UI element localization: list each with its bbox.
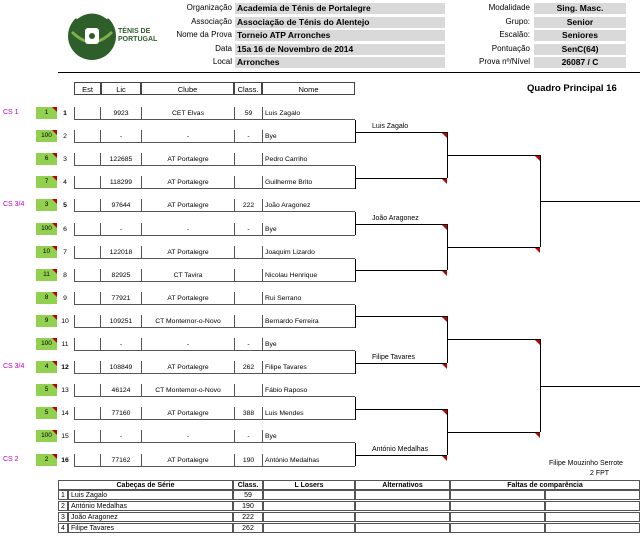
comment-marker-icon [52, 384, 57, 389]
header-label: Escalão: [499, 30, 530, 39]
bracket-line [447, 339, 540, 340]
header-label: Pontuação [491, 43, 530, 53]
entry-ranking: 100 [36, 130, 57, 142]
seeds-empty-cell [355, 501, 450, 511]
entry-ranking: 7 [36, 176, 57, 188]
entry-ranking: 9 [36, 315, 57, 327]
entry-ranking: 6 [36, 153, 57, 165]
col-head-nome: Nome [262, 82, 355, 95]
bracket-line [355, 409, 447, 410]
bracket-line [355, 316, 447, 317]
comment-marker-icon [52, 176, 57, 181]
bracket-line [540, 386, 640, 387]
entry-club: - [141, 338, 234, 351]
header-value: Sing. Masc. [534, 3, 626, 14]
draw-position: 8 [63, 271, 67, 279]
entry-class [234, 153, 262, 166]
entry-ranking: 100 [36, 223, 57, 235]
entry-name: Bye [262, 223, 355, 236]
entry-est [74, 384, 101, 397]
draw-position: 12 [61, 364, 69, 372]
entry-ranking: 100 [36, 338, 57, 350]
entry-est [74, 130, 101, 143]
draw-position: 15 [61, 433, 69, 441]
entry-class: - [234, 338, 262, 351]
col-head-est: Est [74, 82, 101, 95]
draw-position: 16 [61, 456, 69, 464]
entry-class: - [234, 223, 262, 236]
entry-ranking: 4 [36, 361, 57, 373]
header-label: Data [215, 43, 232, 53]
header-value: Senior [534, 17, 626, 28]
entry-est [74, 269, 101, 282]
entry-est [74, 315, 101, 328]
referee-org: 2 FPT [590, 470, 610, 477]
entry-est [74, 407, 101, 420]
seeds-empty-cell [545, 523, 640, 533]
bracket-line [355, 363, 447, 364]
entry-club: - [141, 130, 234, 143]
entry-est [74, 338, 101, 351]
header-label: Prova nº/Nível [479, 57, 530, 66]
entry-est [74, 176, 101, 189]
entry-club: - [141, 223, 234, 236]
draw-position: 11 [61, 341, 69, 348]
entry-name: João Aragonez [262, 199, 355, 212]
entry-club: CET Elvas [141, 107, 234, 120]
seeds-empty-cell [355, 490, 450, 500]
entry-license: 46124 [101, 384, 141, 397]
seed-number: 4 [58, 523, 68, 533]
comment-marker-icon [442, 179, 447, 184]
seeds-empty-cell [263, 490, 355, 500]
comment-marker-icon [52, 315, 57, 320]
entry-license: 122018 [101, 246, 141, 259]
bracket-line [355, 132, 447, 133]
entry-class: 262 [234, 361, 262, 374]
entry-club: AT Portalegre [141, 153, 234, 166]
entry-name: António Medalhas [262, 454, 355, 467]
entry-license: - [101, 130, 141, 143]
draw-position: 14 [61, 410, 69, 418]
entry-name: Luis Mendes [262, 407, 355, 420]
col-head-class: Class. [234, 82, 262, 95]
entry-est [74, 153, 101, 166]
header-label: Associação [191, 16, 232, 26]
seeds-empty-cell [355, 523, 450, 533]
entry-license: - [101, 338, 141, 351]
entry-est [74, 107, 101, 120]
entry-class [234, 315, 262, 328]
logo-text-line1: TÉNIS DE [118, 28, 151, 35]
entry-class [234, 246, 262, 259]
draw-position: 2 [63, 133, 67, 141]
seeds-head-losers: L Losers [263, 480, 355, 490]
header-value: Torneio ATP Arronches [235, 30, 445, 41]
round2-winner: António Medalhas [372, 445, 429, 453]
entry-license: 118299 [101, 176, 141, 189]
entry-club: CT Montemor-o-Novo [141, 315, 234, 328]
entry-name: Joaquim Lizardo [262, 246, 355, 259]
seeds-empty-cell [450, 490, 545, 500]
entry-class: 222 [234, 199, 262, 212]
entry-ranking: 8 [36, 292, 57, 304]
seeds-empty-cell [263, 512, 355, 522]
seeds-empty-cell [450, 523, 545, 533]
header-label: Local [212, 57, 232, 66]
entry-license: 77921 [101, 292, 141, 305]
entry-name: Bye [262, 130, 355, 143]
entry-club: AT Portalegre [141, 454, 234, 467]
entry-name: Bye [262, 338, 355, 351]
entry-club: AT Portalegre [141, 407, 234, 420]
entry-est [74, 454, 101, 467]
entry-est [74, 430, 101, 443]
entry-est [74, 199, 101, 212]
entry-class: 59 [234, 107, 262, 120]
entry-club: CT Tavira [141, 269, 234, 282]
entry-name: Rui Serrano [262, 292, 355, 305]
seed-label: CS 1 [3, 109, 19, 116]
comment-marker-icon [52, 269, 57, 274]
header-label: Grupo: [505, 16, 530, 26]
header-label: Organização [186, 3, 232, 12]
entry-est [74, 292, 101, 305]
entry-class [234, 292, 262, 305]
header-value: Associação de Ténis do Alentejo [235, 17, 445, 28]
entry-license: 82925 [101, 269, 141, 282]
bracket-line [355, 178, 447, 179]
seed-name: António Medalhas [68, 501, 233, 511]
seed-name: Filipe Tavares [68, 523, 233, 533]
header-value: Arronches [235, 57, 445, 68]
entry-license: 108849 [101, 361, 141, 374]
comment-marker-icon [52, 199, 57, 204]
draw-position: 7 [63, 248, 67, 256]
entry-ranking: 2 [36, 454, 57, 466]
seed-class: 59 [233, 490, 263, 500]
header-value: SenC(64) [534, 44, 626, 55]
entry-est [74, 361, 101, 374]
entry-club: AT Portalegre [141, 199, 234, 212]
draw-position: 3 [63, 156, 67, 164]
seed-label: CS 3/4 [3, 363, 25, 371]
seed-label: CS 2 [3, 455, 19, 463]
entry-club: AT Portalegre [141, 361, 234, 374]
draw-position: 4 [63, 179, 67, 187]
seeds-head-cab: Cabeças de Série [58, 480, 233, 490]
bracket-line [447, 432, 540, 433]
col-head-lic: Lic [101, 82, 141, 95]
seeds-empty-cell [545, 512, 640, 522]
logo-text-line2: PORTUGAL [118, 36, 158, 43]
entry-name: Luis Zagalo [262, 107, 355, 120]
entry-club: - [141, 430, 234, 443]
entry-class: - [234, 130, 262, 143]
seed-class: 262 [233, 523, 263, 533]
seeds-head-alt: Alternativos [355, 480, 450, 490]
comment-marker-icon [52, 361, 57, 366]
seeds-empty-cell [450, 512, 545, 522]
seed-name: João Aragonez [68, 512, 233, 522]
entry-name: Pedro Carriho [262, 153, 355, 166]
draw-position: 10 [61, 317, 69, 325]
entry-ranking: 100 [36, 430, 57, 442]
comment-marker-icon [442, 456, 447, 461]
entry-name: Bye [262, 430, 355, 443]
round2-winner: Luis Zagalo [372, 122, 409, 130]
entry-club: AT Portalegre [141, 246, 234, 259]
entry-club: AT Portalegre [141, 176, 234, 189]
seeds-empty-cell [545, 490, 640, 500]
entry-est [74, 246, 101, 259]
entry-ranking: 11 [36, 269, 57, 281]
entry-name: Nicolau Henrique [262, 269, 355, 282]
header-label: Nome da Prova [176, 30, 232, 39]
entry-name: Guilherme Brito [262, 176, 355, 189]
comment-marker-icon [52, 223, 57, 228]
seeds-empty-cell [263, 523, 355, 533]
entry-name: Filipe Tavares [262, 361, 355, 374]
referee-name: Filipe Mouzinho Serrote [549, 460, 623, 467]
entry-class: - [234, 430, 262, 443]
entry-ranking: 5 [36, 384, 57, 396]
draw-position: 13 [61, 387, 69, 395]
entry-ranking: 10 [36, 246, 57, 258]
seed-class: 190 [233, 501, 263, 511]
seed-class: 222 [233, 512, 263, 522]
comment-marker-icon [52, 454, 57, 459]
comment-marker-icon [535, 433, 540, 438]
entry-class: 190 [234, 454, 262, 467]
entry-ranking: 1 [36, 107, 57, 119]
col-head-clube: Clube [141, 82, 234, 95]
seeds-head-faltas: Faltas de comparência [450, 480, 640, 490]
bracket-line [355, 224, 447, 225]
entry-class [234, 384, 262, 397]
comment-marker-icon [52, 130, 57, 135]
seeds-empty-cell [263, 501, 355, 511]
bracket-line [447, 247, 540, 248]
entry-club: CT Montemor-o-Novo [141, 384, 234, 397]
seed-name: Luis Zagalo [68, 490, 233, 500]
seed-number: 1 [58, 490, 68, 500]
bracket-line [540, 201, 640, 202]
header-value: 26087 / C [534, 57, 626, 68]
header-value: 15a 16 de Novembro de 2014 [235, 44, 445, 55]
entry-license: 77160 [101, 407, 141, 420]
entry-license: 122685 [101, 153, 141, 166]
draw-position: 1 [63, 110, 67, 117]
comment-marker-icon [52, 153, 57, 158]
seeds-empty-cell [355, 512, 450, 522]
entry-license: - [101, 430, 141, 443]
entry-ranking: 3 [36, 199, 57, 211]
header-label: Modalidade [488, 3, 530, 12]
comment-marker-icon [52, 430, 57, 435]
seeds-empty-cell [450, 501, 545, 511]
entry-name: Fábio Raposo [262, 384, 355, 397]
logo [62, 4, 162, 64]
entry-class [234, 269, 262, 282]
entry-license: 97644 [101, 199, 141, 212]
entry-est [74, 223, 101, 236]
comment-marker-icon [52, 246, 57, 251]
comment-marker-icon [52, 407, 57, 412]
bracket-line [355, 270, 447, 271]
entry-license: 9923 [101, 107, 141, 120]
header-value: Academia de Ténis de Portalegre [235, 3, 445, 14]
draw-position: 5 [63, 202, 67, 210]
bracket-line [355, 455, 447, 456]
entry-license: 109251 [101, 315, 141, 328]
comment-marker-icon [52, 107, 57, 112]
round2-winner: Filipe Tavares [372, 353, 416, 361]
seed-number: 3 [58, 512, 68, 522]
draw-position: 6 [63, 225, 67, 233]
header-divider [58, 72, 640, 73]
comment-marker-icon [52, 338, 57, 343]
seeds-empty-cell [545, 501, 640, 511]
header-value: Seniores [534, 30, 626, 41]
comment-marker-icon [442, 271, 447, 276]
entry-license: 77162 [101, 454, 141, 467]
entry-license: - [101, 223, 141, 236]
seed-label: CS 3/4 [3, 201, 25, 209]
seed-number: 2 [58, 501, 68, 511]
comment-marker-icon [535, 248, 540, 253]
entry-class: 388 [234, 407, 262, 420]
draw-title: Quadro Principal 16 [527, 83, 617, 94]
comment-marker-icon [442, 364, 447, 369]
seeds-head-class: Class. [233, 480, 263, 490]
round2-winner: João Aragonez [372, 214, 419, 222]
entry-club: AT Portalegre [141, 292, 234, 305]
entry-name: Bernardo Ferreira [262, 315, 355, 328]
entry-ranking: 5 [36, 407, 57, 419]
comment-marker-icon [52, 292, 57, 297]
bracket-line [447, 155, 540, 156]
tennis-federation-logo-icon [62, 4, 122, 64]
entry-class [234, 176, 262, 189]
draw-position: 9 [63, 294, 67, 302]
